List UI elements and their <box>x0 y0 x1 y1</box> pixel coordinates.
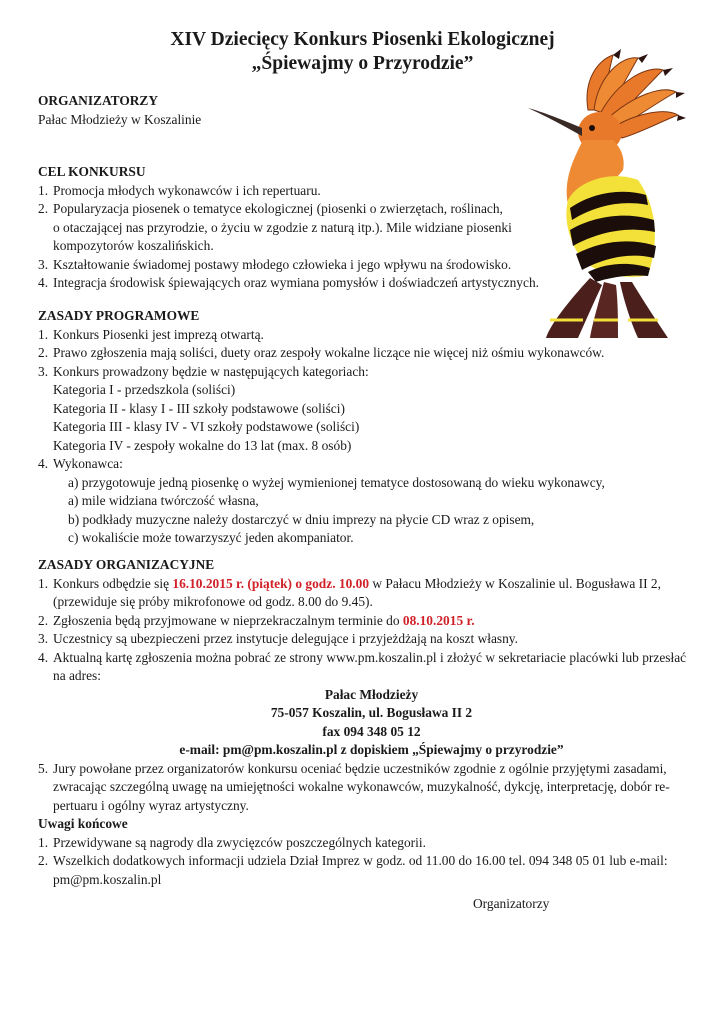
list-item: 2. Popularyzacja piosenek o tematyce ekologicznej (piosenki o zwierzętach, roślinach, o otaczającej nas przyrodzie, o życiu w zgodzie z naturą itp.). Mile widziane piosenki kompozytorów koszalińskich. <box>38 201 512 253</box>
program-heading: ZASADY PROGRAMOWE <box>38 308 200 323</box>
organizers-text: Pałac Młodzieży w Koszalinie <box>38 111 202 127</box>
title-line-1: XIV Dziecięcy Konkurs Piosenki Ekologicznej <box>170 29 555 50</box>
category-item: Kategoria II - klasy I - III szkoły podstawowe (soliści) <box>53 400 345 416</box>
address-block <box>38 686 690 760</box>
category-item: Kategoria III - klasy IV - VI szkoły podstawowe (soliści) <box>53 419 360 434</box>
organization-heading: ZASADY ORGANIZACYJNE <box>38 557 215 572</box>
list-item: 1. Przewidywane są nagrody dla zwycięzców poszczególnych kategorii. <box>38 834 426 850</box>
program-section <box>38 307 698 548</box>
address-line: Pałac Młodzieży <box>324 686 419 702</box>
organizers-heading: ORGANIZATORZY <box>38 93 159 108</box>
list-item: 3. Kształtowanie świadomej postawy młodego człowieka i jego wpływu na środowisko. <box>38 256 512 272</box>
organization-section <box>38 556 690 889</box>
organizers-section <box>38 92 518 129</box>
sub-point: a) mile widziana twórczość własna, <box>68 493 259 508</box>
list-item: 2. Prawo zgłoszenia mają soliści, duety oraz zespoły wokalne liczące nie więcej niż ośmiu wykonawców. <box>38 345 605 360</box>
list-item: 4. Wykonawca: a) przygotowuje jedną piosenkę o wyżej wymienionej tematyce dostosowaną do wieku wykonawcy, a) mile widziana twórczość własna, b) podkłady muzyczne należy dostarczyć w dniu imprezy na płycie CD wraz z opisem, c) wokaliście może towarzyszyć jeden akompaniator. <box>38 455 698 548</box>
list-item: 2. Zgłoszenia będą przyjmowane w nieprzekraczalnym terminie do 08.10.2015 r. <box>38 612 475 628</box>
goal-section <box>38 163 598 293</box>
category-item: Kategoria I - przedszkola (soliści) <box>53 382 236 397</box>
sub-point: c) wokaliście może towarzyszyć jeden akompaniator. <box>68 530 354 545</box>
title-line-2: „Śpiewajmy o Przyrodzie” <box>251 53 474 74</box>
deadline-date: 08.10.2015 r. <box>402 612 475 628</box>
address-email: e-mail: pm@pm.koszalin.pl z dopiskiem „Śpiewajmy o przyrodzie” <box>179 742 564 757</box>
signature: Organizatorzy <box>473 896 550 911</box>
sub-point: b) podkłady muzyczne należy dostarczyć w dniu imprezy na płycie CD wraz z opisem, <box>68 511 535 527</box>
eye <box>589 125 595 131</box>
event-date: 16.10.2015 r. (piątek) o godz. 10.00 <box>172 575 370 591</box>
address-line: fax 094 348 05 12 <box>322 723 421 739</box>
goal-heading: CEL KONKURSU <box>38 164 146 179</box>
beak <box>528 108 582 136</box>
list-item: 5. Jury powołane przez organizatorów konkursu oceniać będzie uczestników zgodnie z ogólnie przyjętymi zasadami, zwracając szczególną uwagę na umiejętności wokalne wykonawców, muzykalność, dykcję, interpretację, dobór re- pertuaru i ogólny wyraz artystyczny. <box>38 760 670 813</box>
sub-point: a) przygotowuje jedną piosenkę o wyżej wymienionej tematyce dostosowaną do wieku wykonawcy, <box>68 474 605 490</box>
final-heading: Uwagi końcowe <box>38 816 128 831</box>
list-item: 1. Promocja młodych wykonawców i ich repertuaru. <box>38 182 321 198</box>
list-item: 2. Wszelkich dodatkowych informacji udziela Dział Imprez w godz. od 11.00 do 16.00 tel. 094 348 05 01 lub e-mail: pm@pm.koszalin.pl <box>38 853 668 887</box>
list-item: 3. Uczestnicy są ubezpieczeni przez instytucje delegujące i przyjeżdżają na koszt własny. <box>38 631 518 646</box>
list-item: 1. Konkurs Piosenki jest imprezą otwartą. <box>38 326 264 342</box>
list-item: 4. Integracja środowisk śpiewających oraz wymiana pomysłów i doświadczeń artystycznych. <box>38 275 539 290</box>
list-item: 4. Aktualną kartę zgłoszenia można pobrać ze strony www.pm.koszalin.pl i złożyć w sekretariacie placówki lub przesłać na adres: <box>38 649 687 683</box>
list-item: 3. Konkurs prowadzony będzie w następujących kategoriach: Kategoria I - przedszkola (soliści) Kategoria II - klasy I - III szkoły podstawowe (soliści) Kategoria III - klasy IV - VI szkoły podstawowe (soliści) Kategoria IV - zespoły wokalne do 13 lat (max. 8 osób) <box>38 363 698 456</box>
address-line: 75-057 Koszalin, ul. Bogusława II 2 <box>270 705 473 720</box>
category-item: Kategoria IV - zespoły wokalne do 13 lat (max. 8 osób) <box>53 437 352 453</box>
list-item: 1. Konkurs odbędzie się 16.10.2015 r. (piątek) o godz. 10.00 w Pałacu Młodzieży w Koszalinie ul. Bogusława II 2, (przewiduje się próby mikrofonowe od godz. 8.00 do 9.45). <box>38 575 661 609</box>
